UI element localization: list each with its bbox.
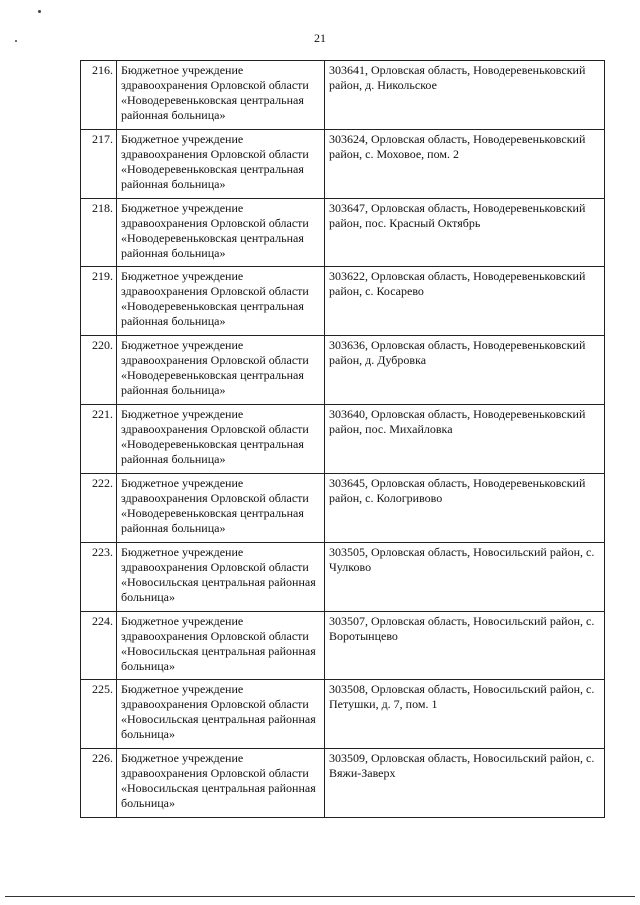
- table-row: [81, 542, 605, 611]
- institution-address: 303641, Орловская область, Новодеревеньковский район, д. Никольское: [325, 61, 605, 130]
- table-row: [81, 61, 605, 130]
- row-number: 225.: [81, 680, 117, 749]
- row-number: 224.: [81, 611, 117, 680]
- row-number: 221.: [81, 405, 117, 474]
- table-row: [81, 198, 605, 267]
- institution-address: 303507, Орловская область, Новосильский район, с. Воротынцево: [325, 611, 605, 680]
- institution-address: 303505, Орловская область, Новосильский район, с. Чулково: [325, 542, 605, 611]
- row-number: 217.: [81, 129, 117, 198]
- institution-name: Бюджетное учреждение здравоохранения Орловской области «Новодеревеньковская центральная районная больница»: [117, 405, 325, 474]
- row-number: 218.: [81, 198, 117, 267]
- table-row: [81, 680, 605, 749]
- institution-address: 303624, Орловская область, Новодеревеньковский район, с. Моховое, пом. 2: [325, 129, 605, 198]
- institution-address: 303647, Орловская область, Новодеревеньковский район, пос. Красный Октябрь: [325, 198, 605, 267]
- institution-address: 303508, Орловская область, Новосильский район, с. Петушки, д. 7, пом. 1: [325, 680, 605, 749]
- page-number: 21: [314, 31, 326, 45]
- row-number: 216.: [81, 61, 117, 130]
- row-number: 222.: [81, 473, 117, 542]
- table-body: [81, 61, 605, 818]
- institution-name: Бюджетное учреждение здравоохранения Орловской области «Новосильская центральная районная больница»: [117, 542, 325, 611]
- row-number: 219.: [81, 267, 117, 336]
- institution-name: Бюджетное учреждение здравоохранения Орловской области «Новодеревеньковская центральная районная больница»: [117, 473, 325, 542]
- institution-name: Бюджетное учреждение здравоохранения Орловской области «Новодеревеньковская центральная районная больница»: [117, 336, 325, 405]
- institution-name: Бюджетное учреждение здравоохранения Орловской области «Новосильская центральная районная больница»: [117, 680, 325, 749]
- table-row: [81, 749, 605, 818]
- institution-address: 303645, Орловская область, Новодеревеньковский район, с. Кологривово: [325, 473, 605, 542]
- table-row: [81, 473, 605, 542]
- table-row: [81, 267, 605, 336]
- institution-name: Бюджетное учреждение здравоохранения Орловской области «Новодеревеньковская центральная районная больница»: [117, 198, 325, 267]
- institution-name: Бюджетное учреждение здравоохранения Орловской области «Новосильская центральная районная больница»: [117, 749, 325, 818]
- institution-address: 303640, Орловская область, Новодеревеньковский район, пос. Михайловка: [325, 405, 605, 474]
- table-row: [81, 405, 605, 474]
- institutions-table: [80, 60, 605, 818]
- table-row: [81, 336, 605, 405]
- institution-name: Бюджетное учреждение здравоохранения Орловской области «Новодеревеньковская центральная районная больница»: [117, 61, 325, 130]
- institution-address: 303622, Орловская область, Новодеревеньковский район, с. Косарево: [325, 267, 605, 336]
- table-row: [81, 611, 605, 680]
- row-number: 220.: [81, 336, 117, 405]
- institution-name: Бюджетное учреждение здравоохранения Орловской области «Новодеревеньковская центральная районная больница»: [117, 129, 325, 198]
- institution-name: Бюджетное учреждение здравоохранения Орловской области «Новосильская центральная районная больница»: [117, 611, 325, 680]
- bottom-rule: [5, 896, 635, 897]
- row-number: 223.: [81, 542, 117, 611]
- row-number: 226.: [81, 749, 117, 818]
- institution-address: 303636, Орловская область, Новодеревеньковский район, д. Дубровка: [325, 336, 605, 405]
- institution-name: Бюджетное учреждение здравоохранения Орловской области «Новодеревеньковская центральная районная больница»: [117, 267, 325, 336]
- table-row: [81, 129, 605, 198]
- institution-address: 303509, Орловская область, Новосильский район, с. Вяжи-Заверх: [325, 749, 605, 818]
- scan-speck: [38, 10, 41, 13]
